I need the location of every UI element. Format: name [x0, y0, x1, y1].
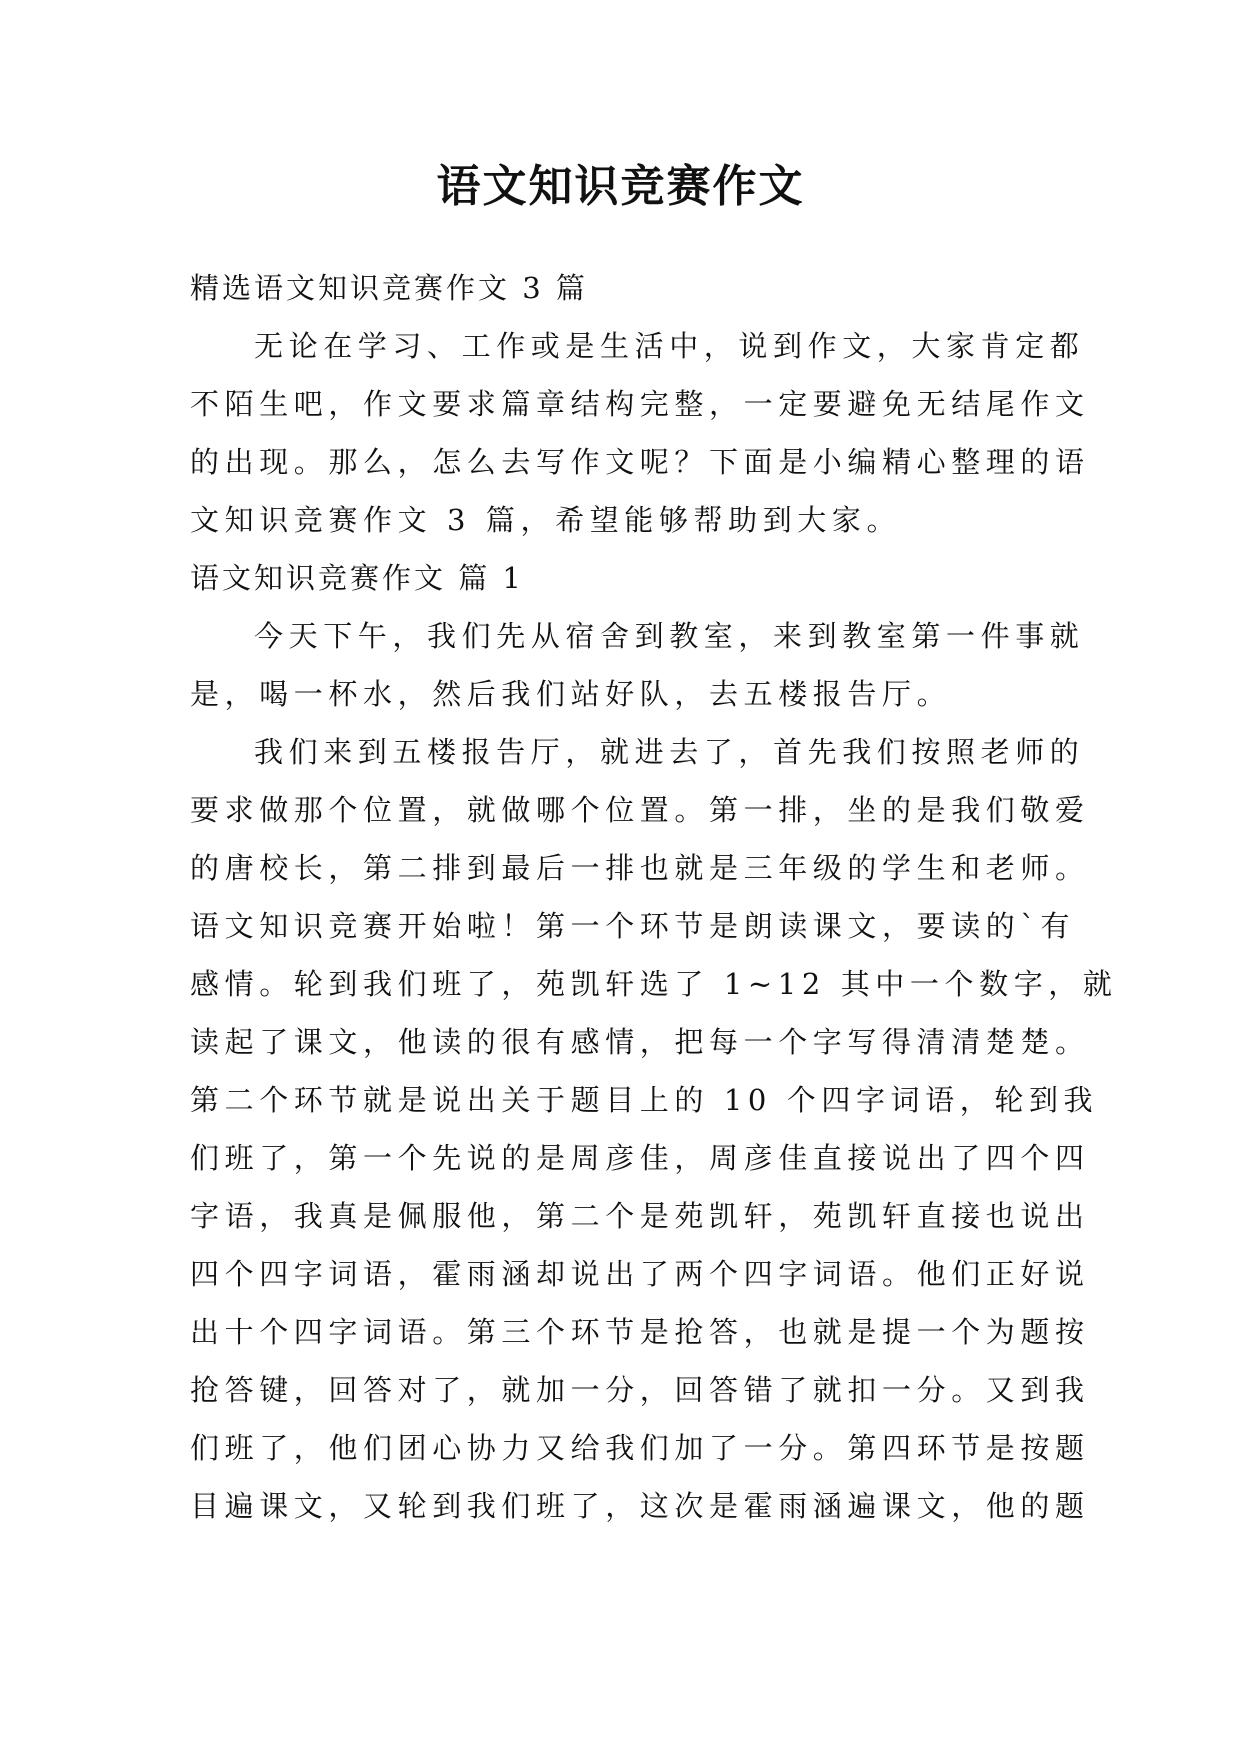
paragraph-line: 今天下午，我们先从宿舍到教室，来到教室第一件事就	[254, 619, 1085, 653]
paragraph-line: 读起了课文，他读的很有感情，把每一个字写得清清楚楚。	[190, 1025, 1090, 1059]
paragraph-line: 四个四字词语，霍雨涵却说出了两个四字词语。他们正好说	[190, 1257, 1090, 1291]
paragraph-line: 抢答键，回答对了，就加一分，回答错了就扣一分。又到我	[190, 1373, 1090, 1407]
paragraph-line: 无论在学习、工作或是生活中，说到作文，大家肯定都	[254, 329, 1085, 363]
paragraph-line: 出十个四字词语。第三个环节是抢答，也就是提一个为题按	[190, 1315, 1090, 1349]
paragraph-line: 的唐校长，第二排到最后一排也就是三年级的学生和老师。	[190, 851, 1090, 885]
paragraph-line: 语文知识竞赛开始啦！第一个环节是朗读课文，要读的`有	[190, 909, 1076, 943]
paragraph-line: 字语，我真是佩服他，第二个是苑凯轩，苑凯轩直接也说出	[190, 1199, 1090, 1233]
paragraph-line: 们班了，第一个先说的是周彦佳，周彦佳直接说出了四个四	[190, 1141, 1090, 1175]
paragraph-line: 感情。轮到我们班了，苑凯轩选了 1~12 其中一个数字，就	[190, 967, 1118, 1001]
paragraph-line: 第二个环节就是说出关于题目上的 10 个四字词语，轮到我	[190, 1083, 1099, 1117]
paragraph-line: 要求做那个位置，就做哪个位置。第一排，坐的是我们敬爱	[190, 793, 1090, 827]
paragraph-line: 的出现。那么，怎么去写作文呢？下面是小编精心整理的语	[190, 445, 1090, 479]
section-heading: 语文知识竞赛作文 篇 1	[190, 561, 524, 595]
document-title: 语文知识竞赛作文	[436, 161, 805, 212]
paragraph-line: 是，喝一杯水，然后我们站好队，去五楼报告厅。	[190, 677, 952, 711]
paragraph-line: 我们来到五楼报告厅，就进去了，首先我们按照老师的	[254, 735, 1085, 769]
paragraph-line: 目遍课文，又轮到我们班了，这次是霍雨涵遍课文，他的题	[190, 1489, 1090, 1523]
paragraph-line: 文知识竞赛作文 3 篇，希望能够帮助到大家。	[190, 503, 902, 537]
section-heading: 精选语文知识竞赛作文 3 篇	[190, 271, 588, 305]
paragraph-line: 不陌生吧，作文要求篇章结构完整，一定要避免无结尾作文	[190, 387, 1090, 421]
paragraph-line: 们班了，他们团心协力又给我们加了一分。第四环节是按题	[190, 1431, 1090, 1465]
